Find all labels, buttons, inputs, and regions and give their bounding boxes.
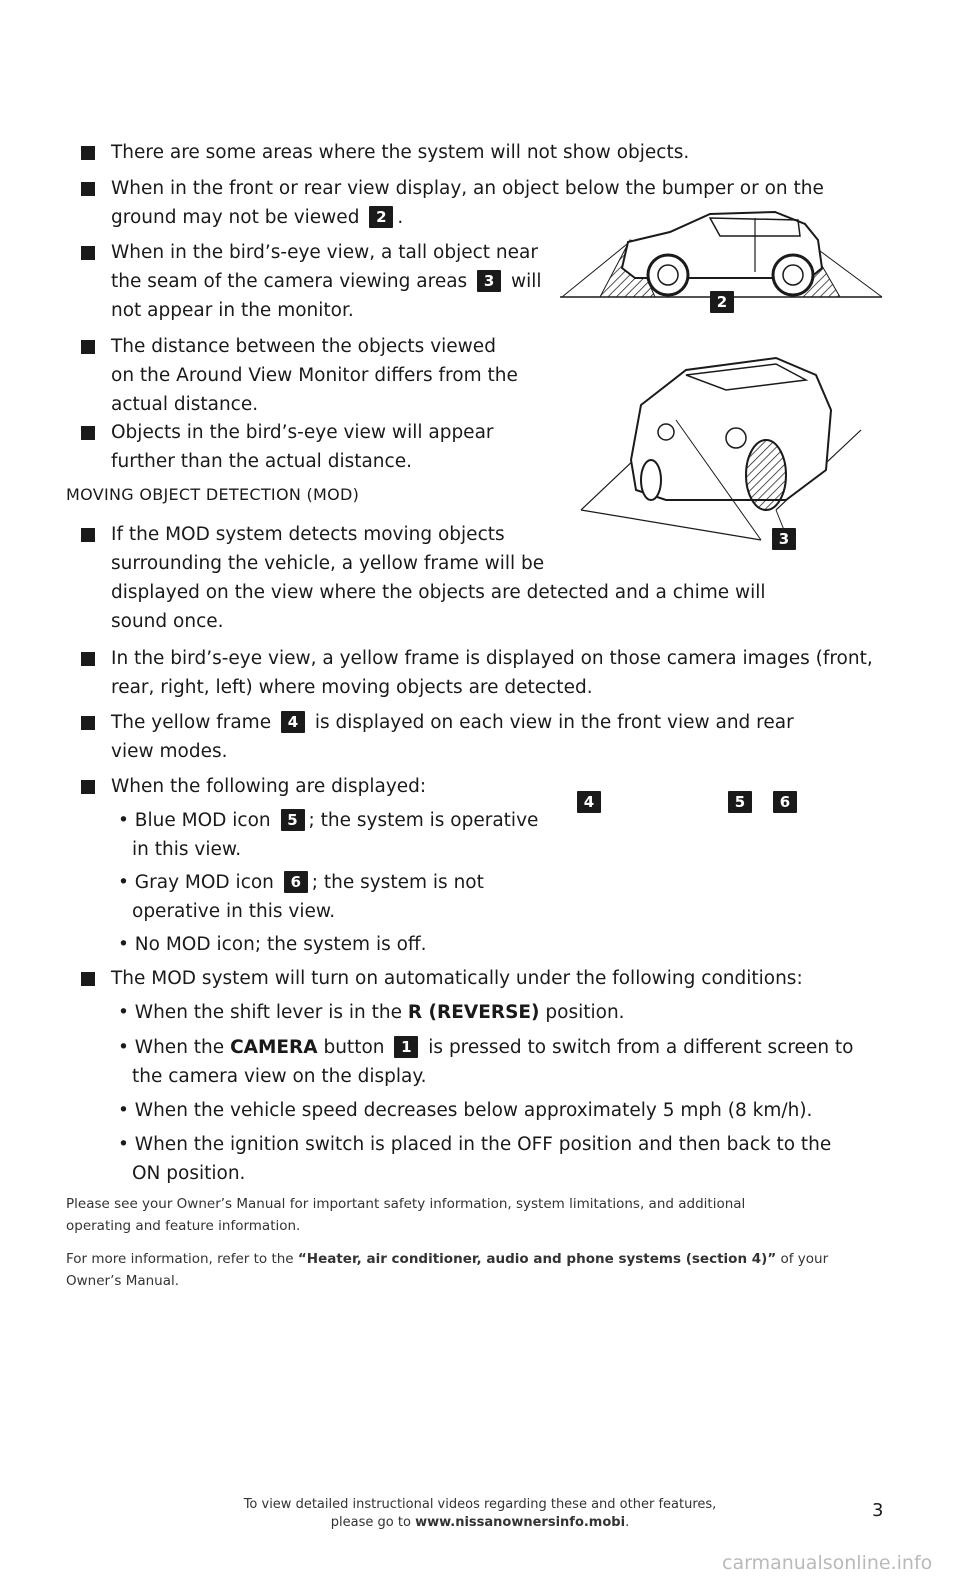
note-line: Please see your Owner’s Manual for important safety information, system limitations, and additional bbox=[66, 1196, 746, 1212]
bullet-line: further than the actual distance. bbox=[111, 451, 412, 472]
callout-badge-4: 4 bbox=[281, 711, 305, 733]
reference-note bbox=[66, 1248, 916, 1292]
bullet-marker bbox=[81, 340, 95, 354]
bullet-text bbox=[111, 964, 901, 993]
footer-text bbox=[190, 1496, 770, 1532]
callout-badge-2: 2 bbox=[369, 206, 393, 228]
bullet-text bbox=[111, 332, 571, 419]
bullet-line: the seam of the camera viewing areas 3 will bbox=[111, 271, 542, 292]
bullet-line: rear, right, left) where moving objects are detected. bbox=[111, 677, 593, 698]
callout-badge-5: 5 bbox=[281, 809, 305, 831]
bullet-line: actual distance. bbox=[111, 394, 259, 415]
callout-badge-3: 3 bbox=[477, 270, 501, 292]
bullet-line: sound once. bbox=[111, 611, 224, 632]
bullet-marker bbox=[81, 652, 95, 666]
bullet-marker bbox=[81, 146, 95, 160]
bullet-line: The MOD system will turn on automatically under the following conditions: bbox=[111, 968, 803, 989]
bullet-line: displayed on the view where the objects are detected and a chime will bbox=[111, 582, 766, 603]
footer-link[interactable]: www.nissanownersinfo.mobi bbox=[415, 1515, 626, 1530]
callout-badge-6: 6 bbox=[773, 791, 797, 813]
sub-item bbox=[118, 1033, 908, 1091]
bullet-line: • When the ignition switch is placed in the OFF position and then back to the bbox=[118, 1134, 832, 1155]
bullet-line: ON position. bbox=[132, 1163, 246, 1184]
sub-item bbox=[118, 806, 558, 864]
bullet-line: Objects in the bird’s-eye view will appear bbox=[111, 422, 494, 443]
safety-note bbox=[66, 1193, 906, 1237]
callout-badge-6: 6 bbox=[284, 871, 308, 893]
bullet-line: The distance between the objects viewed bbox=[111, 336, 496, 357]
blind-zone-wheel bbox=[746, 440, 786, 510]
bullet-text bbox=[111, 520, 891, 636]
bullet-line: • When the CAMERA button 1 is pressed to switch from a different screen to bbox=[118, 1037, 854, 1058]
note-line: For more information, refer to the “Heater, air conditioner, audio and phone systems (section 4)” of your bbox=[66, 1251, 829, 1267]
bullet-text bbox=[111, 238, 571, 325]
bullet-marker bbox=[81, 716, 95, 730]
callout-badge-2: 2 bbox=[710, 291, 734, 313]
bullet-marker bbox=[81, 426, 95, 440]
bullet-line: view modes. bbox=[111, 741, 228, 762]
sub-item bbox=[118, 998, 625, 1027]
bullet-line: surrounding the vehicle, a yellow frame will be bbox=[111, 553, 545, 574]
bullet-line: ground may not be viewed 2 . bbox=[111, 207, 404, 228]
section-heading: MOVING OBJECT DETECTION (MOD) bbox=[66, 485, 360, 504]
bullet-line: In the bird’s-eye view, a yellow frame is displayed on those camera images (front, bbox=[111, 648, 873, 669]
bullet-marker bbox=[81, 780, 95, 794]
bullet-line: The yellow frame 4 is displayed on each view in the front view and rear bbox=[111, 712, 794, 733]
note-line: Owner’s Manual. bbox=[66, 1273, 180, 1289]
callout-badge-5: 5 bbox=[728, 791, 752, 813]
bullet-marker bbox=[81, 246, 95, 260]
bullet-marker bbox=[81, 182, 95, 196]
bullet-text bbox=[111, 418, 571, 476]
sub-item bbox=[118, 1096, 812, 1125]
bullet-line: If the MOD system detects moving objects bbox=[111, 524, 505, 545]
bullet-text bbox=[111, 644, 901, 702]
bullet-line: the camera view on the display. bbox=[132, 1066, 427, 1087]
bullet-line: When the following are displayed: bbox=[111, 776, 427, 797]
bullet-line: • When the shift lever is in the R (REVERSE) position. bbox=[118, 1002, 625, 1023]
bullet-line: • When the vehicle speed decreases below approximately 5 mph (8 km/h). bbox=[118, 1100, 813, 1121]
sub-item bbox=[118, 1130, 908, 1188]
bullet-line: There are some areas where the system will not show objects. bbox=[111, 142, 690, 163]
footer-line: please go to www.nissanownersinfo.mobi. bbox=[330, 1515, 630, 1530]
bullet-line: in this view. bbox=[132, 839, 242, 860]
footer-line: To view detailed instructional videos regarding these and other features, bbox=[243, 1497, 717, 1512]
callout-badge-1: 1 bbox=[394, 1036, 418, 1058]
bullet-line: operative in this view. bbox=[132, 901, 336, 922]
bullet-text bbox=[111, 138, 689, 167]
bullet-line: • No MOD icon; the system is off. bbox=[118, 934, 427, 955]
bullet-line: • Blue MOD icon 5 ; the system is operative bbox=[118, 810, 539, 831]
callout-badge-3: 3 bbox=[772, 528, 796, 550]
bullet-line: • Gray MOD icon 6 ; the system is not bbox=[118, 872, 484, 893]
watermark: carmanualsonline.info bbox=[722, 1552, 933, 1574]
bullet-text bbox=[111, 708, 891, 766]
page-number: 3 bbox=[872, 1500, 884, 1521]
bullet-marker bbox=[81, 528, 95, 542]
callout-badge-4: 4 bbox=[577, 791, 601, 813]
bullet-line: not appear in the monitor. bbox=[111, 300, 354, 321]
bullet-line: When in the front or rear view display, an object below the bumper or on the bbox=[111, 178, 824, 199]
bullet-text bbox=[111, 772, 426, 801]
bullet-line: When in the bird’s-eye view, a tall object near bbox=[111, 242, 538, 263]
note-line: operating and feature information. bbox=[66, 1218, 301, 1234]
bullet-marker bbox=[81, 972, 95, 986]
sub-item bbox=[118, 868, 558, 926]
bullet-line: on the Around View Monitor differs from the bbox=[111, 365, 518, 386]
sub-item bbox=[118, 930, 427, 959]
